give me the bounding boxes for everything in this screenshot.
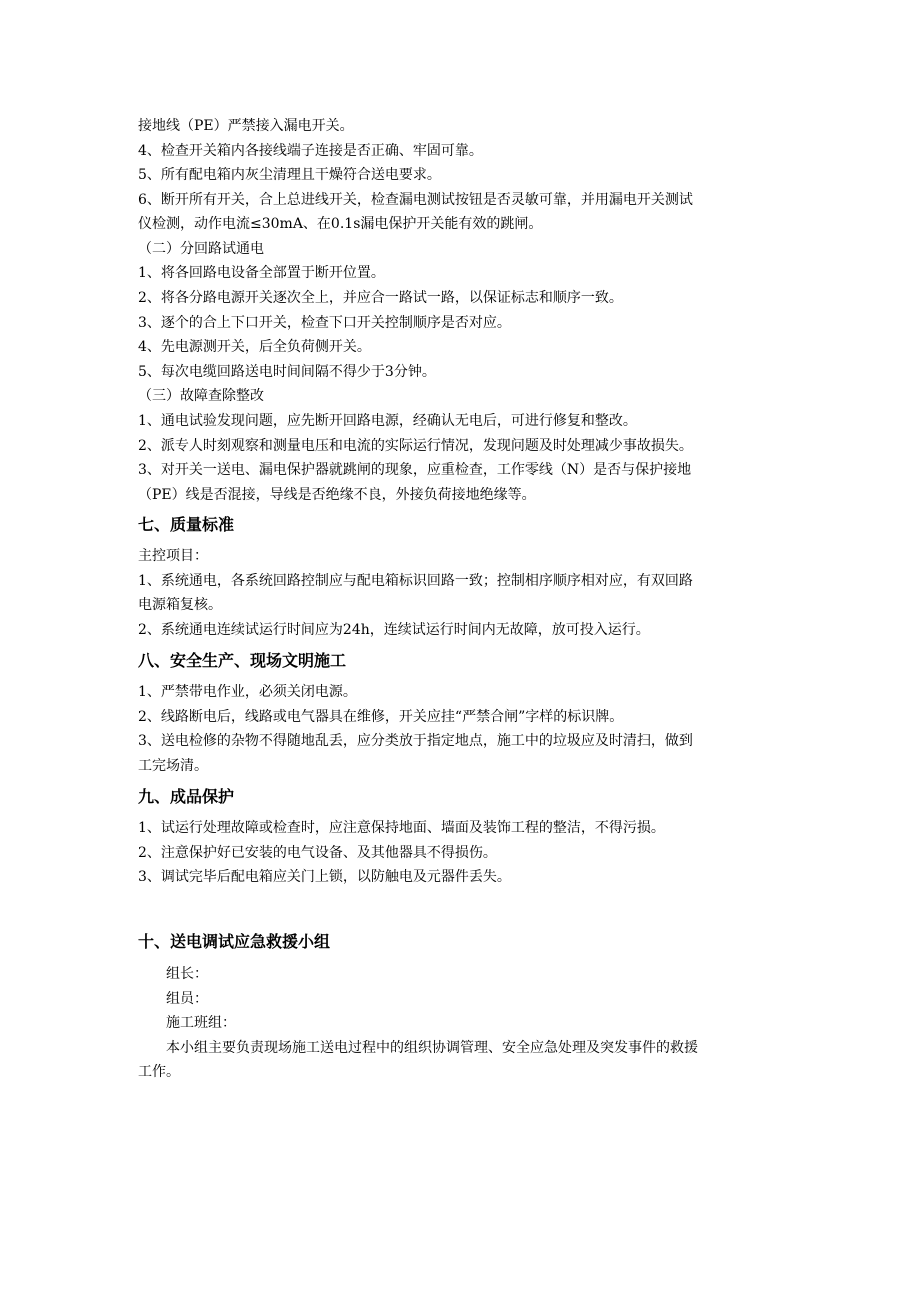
text-line-safety-2: 2、线路断电后，线路或电气器具在维修，开关应挂“严禁合闸”字样的标识牌。: [138, 709, 624, 725]
text-line-construction-crew: 施工班组：: [166, 1015, 236, 1031]
text-line-branch-1: 1、将各回路电设备全部置于断开位置。: [138, 265, 385, 281]
text-line-protection-2: 2、注意保护好已安装的电气设备、及其他器具不得损伤。: [138, 845, 497, 861]
text-line-quality-1-cont: 电源箱复核。: [138, 597, 222, 613]
text-line-protection-1: 1、试运行处理故障或检查时，应注意保持地面、墙面及装饰工程的整洁，不得污损。: [138, 820, 665, 836]
section-heading-quality: 七、质量标准: [138, 515, 235, 534]
text-line-branch-3: 3、逐个的合上下口开关，检查下口开关控制顺序是否对应。: [138, 315, 511, 331]
section-heading-safety: 八、安全生产、现场文明施工: [138, 651, 347, 670]
text-line-branch-5: 5、每次电缆回路送电时间间隔不得少于3分钟。: [138, 364, 436, 380]
text-line-team-leader: 组长：: [166, 966, 208, 982]
text-line-item-4: 4、检查开关箱内各接线端子连接是否正确、牢固可靠。: [138, 143, 483, 159]
text-line-branch-2: 2、将各分路电源开关逐次全上，并应合一路试一路，以保证标志和顺序一致。: [138, 290, 623, 306]
text-line-branch-4: 4、先电源测开关，后全负荷侧开关。: [138, 339, 371, 355]
text-line-fault-1: 1、通电试验发现问题，应先断开回路电源，经确认无电后，可进行修复和整改。: [138, 413, 637, 429]
text-line-item-6-cont: 仪检测，动作电流≤30mA、在0.1s漏电保护开关能有效的跳闸。: [138, 216, 543, 232]
section-heading-protection: 九、成品保护: [138, 787, 235, 806]
text-line-team-duty: 本小组主要负责现场施工送电过程中的组织协调管理、安全应急处理及突发事件的救援: [166, 1040, 698, 1056]
subsection-title-branch-test: （二）分回路试通电: [138, 241, 264, 257]
text-line-main-items: 主控项目：: [138, 548, 208, 564]
text-line-safety-3-cont: 工完场清。: [138, 758, 208, 774]
text-line-safety-3: 3、送电检修的杂物不得随地乱丢，应分类放于指定地点，施工中的垃圾应及时清扫，做到: [138, 733, 693, 749]
section-heading-emergency-team: 十、送电调试应急救援小组: [138, 932, 331, 951]
text-line-safety-1: 1、严禁带电作业，必须关闭电源。: [138, 684, 357, 700]
text-line-fault-3-cont: （PE）线是否混接，导线是否绝缘不良，外接负荷接地绝缘等。: [138, 487, 536, 503]
text-line-protection-3: 3、调试完毕后配电箱应关门上锁，以防触电及元器件丢失。: [138, 869, 511, 885]
text-line-team-members: 组员：: [166, 991, 208, 1007]
text-line-fault-2: 2、派专人时刻观察和测量电压和电流的实际运行情况，发现问题及时处理减少事故损失。: [138, 438, 693, 454]
text-line-fault-3: 3、对开关一送电、漏电保护器就跳闸的现象，应重检查，工作零线（N）是否与保护接地: [138, 462, 692, 478]
text-line-continuation-pe: 接地线（PE）严禁接入漏电开关。: [138, 118, 354, 134]
text-line-item-5: 5、所有配电箱内灰尘清理且干燥符合送电要求。: [138, 167, 441, 183]
text-line-quality-2: 2、系统通电连续试运行时间应为24h，连续试运行时间内无故障，放可投入运行。: [138, 622, 650, 638]
subsection-title-fault: （三）故障查除整改: [138, 388, 264, 404]
text-line-team-duty-cont: 工作。: [138, 1064, 180, 1080]
text-line-item-6: 6、断开所有开关，合上总进线开关，检查漏电测试按钮是否灵敏可靠，并用漏电开关测试: [138, 192, 693, 208]
text-line-quality-1: 1、系统通电，各系统回路控制应与配电箱标识回路一致；控制相序顺序相对应，有双回路: [138, 573, 693, 589]
